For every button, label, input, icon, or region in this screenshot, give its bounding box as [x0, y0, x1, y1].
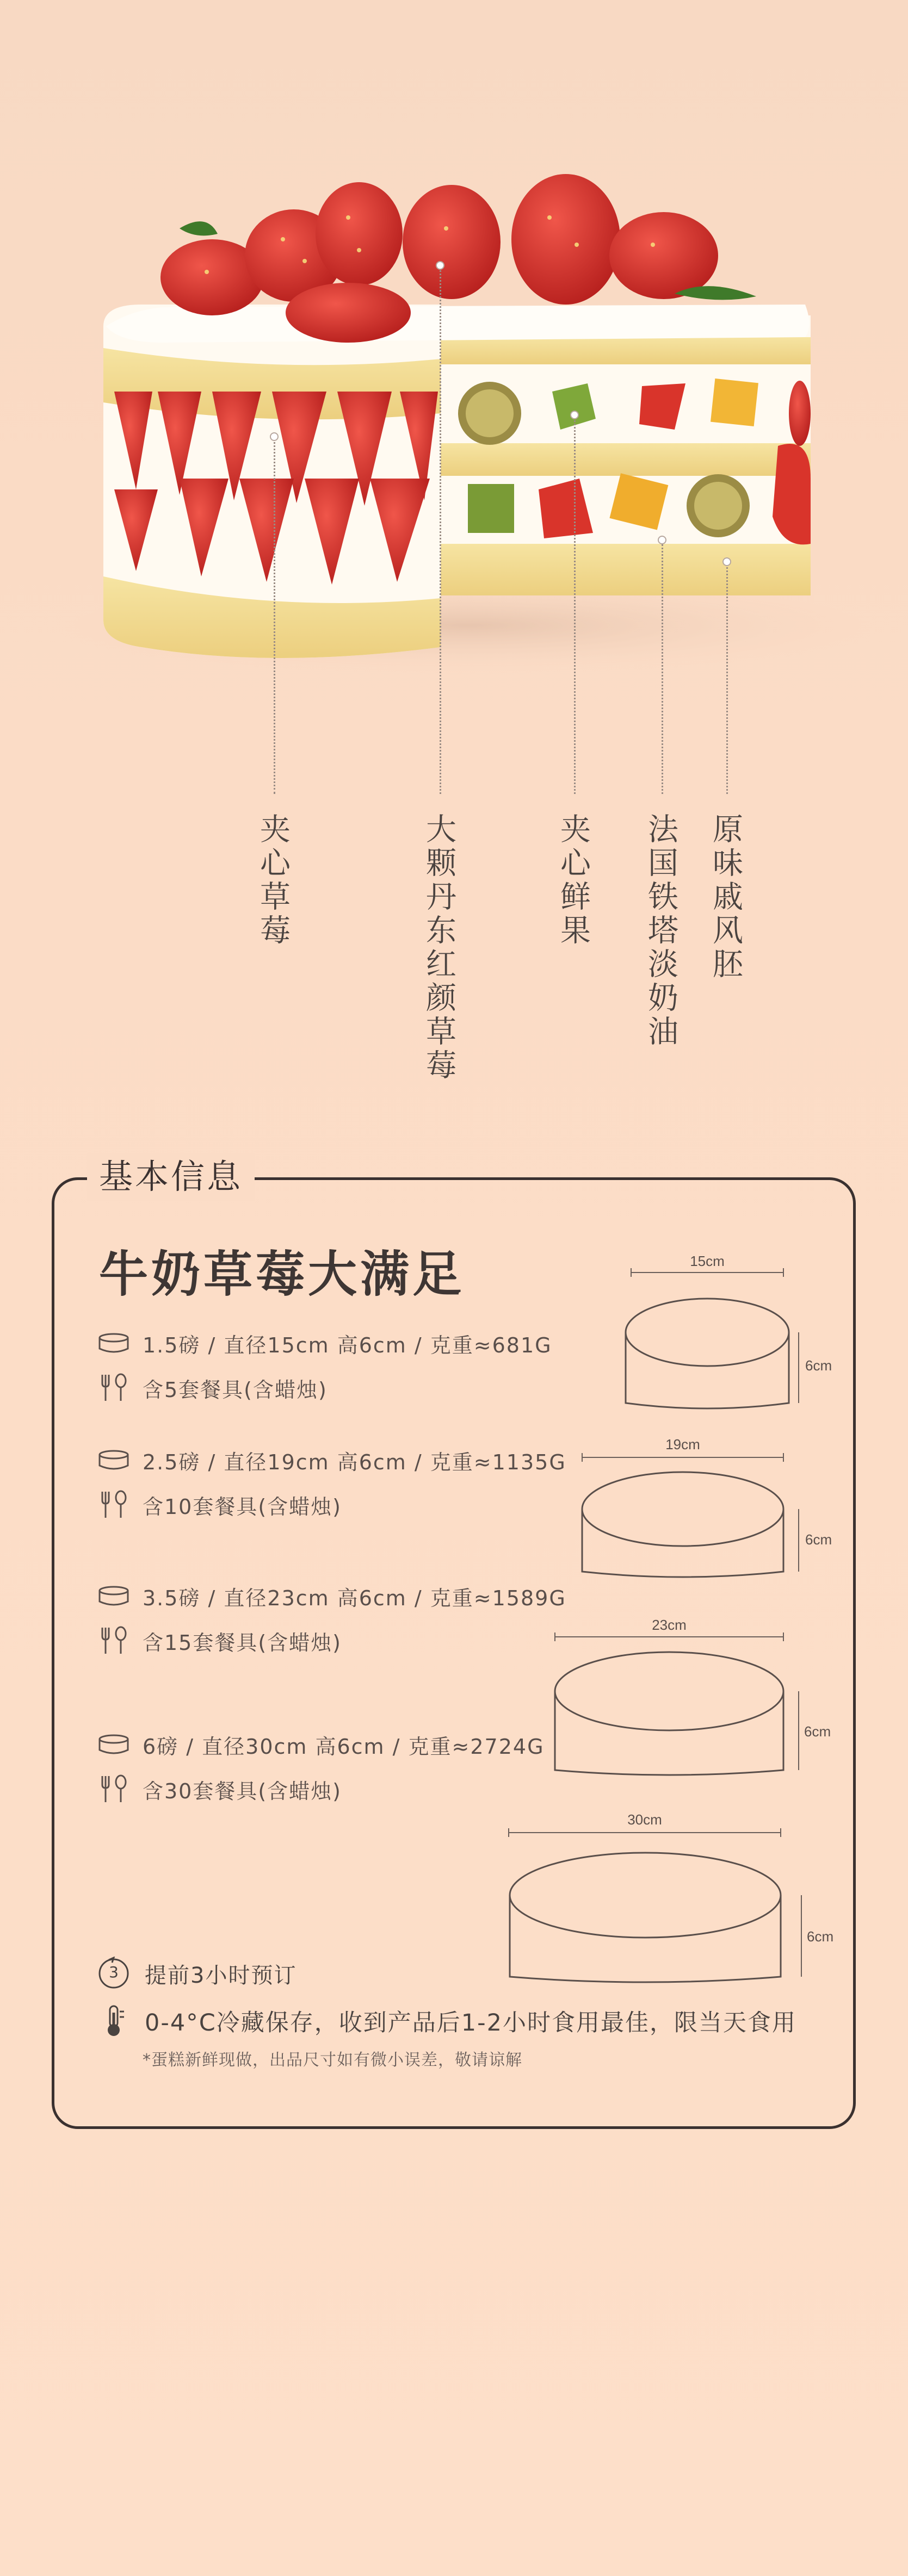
size-diagram-30	[503, 1808, 841, 1988]
leader-line-4	[662, 538, 663, 794]
option-tableware-4	[97, 1773, 342, 1805]
cake-size-icon	[97, 1447, 131, 1474]
clock-icon	[97, 1957, 131, 1990]
cake-size-icon	[97, 1731, 131, 1758]
leader-line-2	[440, 264, 441, 794]
storage-note	[97, 2004, 796, 2038]
storage-text: 0-4°C冷藏保存，收到产品后1-2小时食用最佳，限当天食用	[145, 2009, 796, 2037]
leader-dot-1	[270, 432, 279, 441]
option-tableware-text: 含30套餐具(含蜡烛)	[143, 1779, 342, 1803]
leader-dot-5	[722, 557, 731, 566]
height-label: 6cm	[805, 1531, 832, 1548]
option-spec-text: 6磅 / 直径30cm 高6cm / 克重≈2724G	[143, 1734, 545, 1759]
size-diagram-19	[577, 1433, 838, 1585]
leader-line-1	[274, 435, 275, 794]
option-spec-text: 3.5磅 / 直径23cm 高6cm / 克重≈1589G	[143, 1586, 566, 1610]
cake-size-icon	[97, 1582, 131, 1610]
option-spec-text: 1.5磅 / 直径15cm 高6cm / 克重≈681G	[143, 1333, 552, 1357]
option-spec-2	[97, 1444, 566, 1476]
height-label: 6cm	[807, 1928, 834, 1945]
option-tableware-text: 含5套餐具(含蜡烛)	[143, 1377, 328, 1402]
option-tableware-text: 含10套餐具(含蜡烛)	[143, 1494, 342, 1519]
option-tableware-1	[97, 1371, 328, 1404]
leader-line-3	[574, 413, 576, 794]
label-dandong-strawberry: 大颗丹东红颜草莓	[421, 813, 456, 1083]
label-cream: 法国铁塔淡奶油	[643, 813, 678, 1049]
clock-badge-number: 3	[109, 1963, 119, 1981]
leader-dot-4	[658, 536, 666, 544]
label-filling-strawberry: 夹心草莓	[255, 813, 291, 948]
leader-dot-3	[570, 411, 579, 419]
option-spec-3	[97, 1580, 566, 1612]
leader-line-5	[726, 560, 728, 794]
thermometer-icon	[97, 2004, 131, 2038]
label-filling-fruit: 夹心鲜果	[555, 813, 591, 948]
diameter-label: 30cm	[627, 1811, 662, 1828]
fork-spoon-icon	[97, 1491, 131, 1518]
label-chiffon: 原味戚风胚	[708, 813, 743, 982]
diameter-label: 23cm	[652, 1618, 687, 1633]
option-tableware-2	[97, 1488, 342, 1521]
height-label: 6cm	[805, 1357, 832, 1374]
product-title: 牛奶草莓大满足	[99, 1246, 465, 1303]
info-card-tab: 基本信息	[87, 1153, 255, 1201]
option-spec-text: 2.5磅 / 直径19cm 高6cm / 克重≈1135G	[143, 1450, 566, 1474]
option-tableware-3	[97, 1624, 342, 1657]
cake-size-icon	[97, 1330, 131, 1357]
diameter-label: 15cm	[690, 1256, 725, 1269]
size-diagram-23	[549, 1618, 838, 1781]
fork-spoon-icon	[97, 1374, 131, 1401]
option-spec-1	[97, 1327, 552, 1360]
cake-photo	[0, 0, 908, 707]
diameter-label: 19cm	[665, 1436, 700, 1453]
leader-dot-2	[436, 261, 444, 270]
height-label: 6cm	[804, 1723, 831, 1740]
fork-spoon-icon	[97, 1627, 131, 1654]
option-spec-4	[97, 1728, 545, 1761]
size-diagram-15	[620, 1256, 838, 1414]
fork-spoon-icon	[97, 1776, 131, 1803]
preorder-note	[97, 1957, 297, 1990]
preorder-text: 提前3小时预订	[145, 1963, 297, 1988]
footnote: *蛋糕新鲜现做，出品尺寸如有微小误差，敬请谅解	[143, 2051, 522, 2070]
option-tableware-text: 含15套餐具(含蜡烛)	[143, 1630, 342, 1655]
